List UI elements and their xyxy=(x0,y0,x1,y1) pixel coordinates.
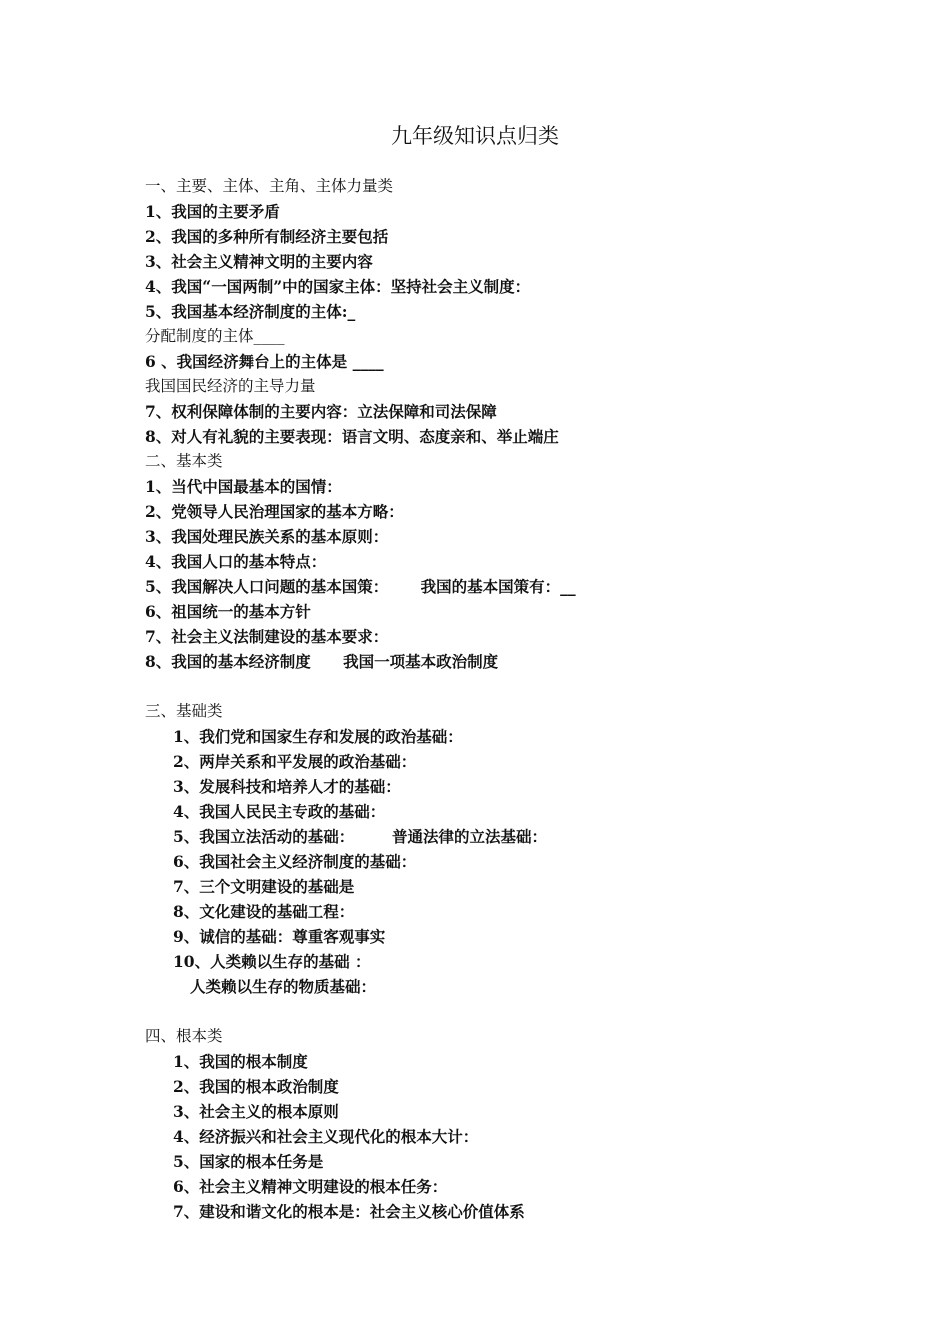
list-item: 3、社会主义的根本原则 xyxy=(173,1102,339,1121)
list-item: 7、权利保障体制的主要内容：立法保障和司法保障 xyxy=(145,402,497,421)
list-item: 8、文化建设的基础工程： xyxy=(173,902,355,921)
list-item: 分配制度的主体____ xyxy=(145,327,285,345)
section-heading: 四、根本类 xyxy=(145,1027,223,1045)
section-heading: 三、基础类 xyxy=(145,702,223,720)
list-item: 4、我国人口的基本特点： xyxy=(145,552,327,571)
list-item: 1、当代中国最基本的国情： xyxy=(145,477,342,496)
list-item: 2、我国的多种所有制经济主要包括 xyxy=(145,227,389,246)
list-item: 4、我国人民民主专政的基础： xyxy=(173,802,386,821)
list-item: 8、对人有礼貌的主要表现：语言文明、态度亲和、举止端庄 xyxy=(145,427,559,446)
list-item: 3、社会主义精神文明的主要内容 xyxy=(145,252,373,271)
list-item: 我国国民经济的主导力量 xyxy=(145,377,316,395)
list-subitem: 人类赖以生存的物质基础： xyxy=(190,977,377,996)
list-item: 6、我国社会主义经济制度的基础： xyxy=(173,852,417,871)
list-item: 5、我国立法活动的基础： 普通法律的立法基础： xyxy=(173,827,548,846)
list-item: 1、我国的主要矛盾 xyxy=(145,202,280,221)
list-item: 3、我国处理民族关系的基本原则： xyxy=(145,527,389,546)
list-item: 6、祖国统一的基本方针 xyxy=(145,602,311,621)
section-heading: 一、主要、主体、主角、主体力量类 xyxy=(145,177,394,195)
list-item: 6 、我国经济舞台上的主体是 ____ xyxy=(145,352,384,371)
list-item: 5、我国解决人口问题的基本国策： 我国的基本国策有：__ xyxy=(145,577,576,596)
list-item: 3、发展科技和培养人才的基础： xyxy=(173,777,401,796)
list-item: 8、我国的基本经济制度 我国一项基本政治制度 xyxy=(145,652,499,671)
list-item: 10、人类赖以生存的基础 ： xyxy=(173,952,371,971)
list-item: 2、我国的根本政治制度 xyxy=(173,1077,339,1096)
list-item: 4、我国“一国两制”中的国家主体：坚持社会主义制度： xyxy=(145,277,531,296)
list-item: 6、社会主义精神文明建设的根本任务： xyxy=(173,1177,448,1196)
list-item: 2、党领导人民治理国家的基本方略： xyxy=(145,502,404,521)
list-item: 7、三个文明建设的基础是 xyxy=(173,877,355,896)
list-item: 9、诚信的基础：尊重客观事实 xyxy=(173,927,386,946)
spacer xyxy=(145,999,865,1024)
list-item: 1、我国的根本制度 xyxy=(173,1052,308,1071)
spacer xyxy=(145,674,865,699)
list-item: 2、两岸关系和平发展的政治基础： xyxy=(173,752,417,771)
section-heading: 二、基本类 xyxy=(145,452,223,470)
list-item: 7、建设和谐文化的根本是：社会主义核心价值体系 xyxy=(173,1202,525,1221)
list-item: 5、我国基本经济制度的主体:_ xyxy=(145,302,356,321)
document-body xyxy=(145,174,865,1224)
page-title: 九年级知识点归类 xyxy=(391,124,559,148)
list-item: 1、我们党和国家生存和发展的政治基础： xyxy=(173,727,463,746)
list-item: 7、社会主义法制建设的基本要求： xyxy=(145,627,389,646)
list-item: 5、国家的根本任务是 xyxy=(173,1152,324,1171)
list-item: 4、经济振兴和社会主义现代化的根本大计： xyxy=(173,1127,479,1146)
